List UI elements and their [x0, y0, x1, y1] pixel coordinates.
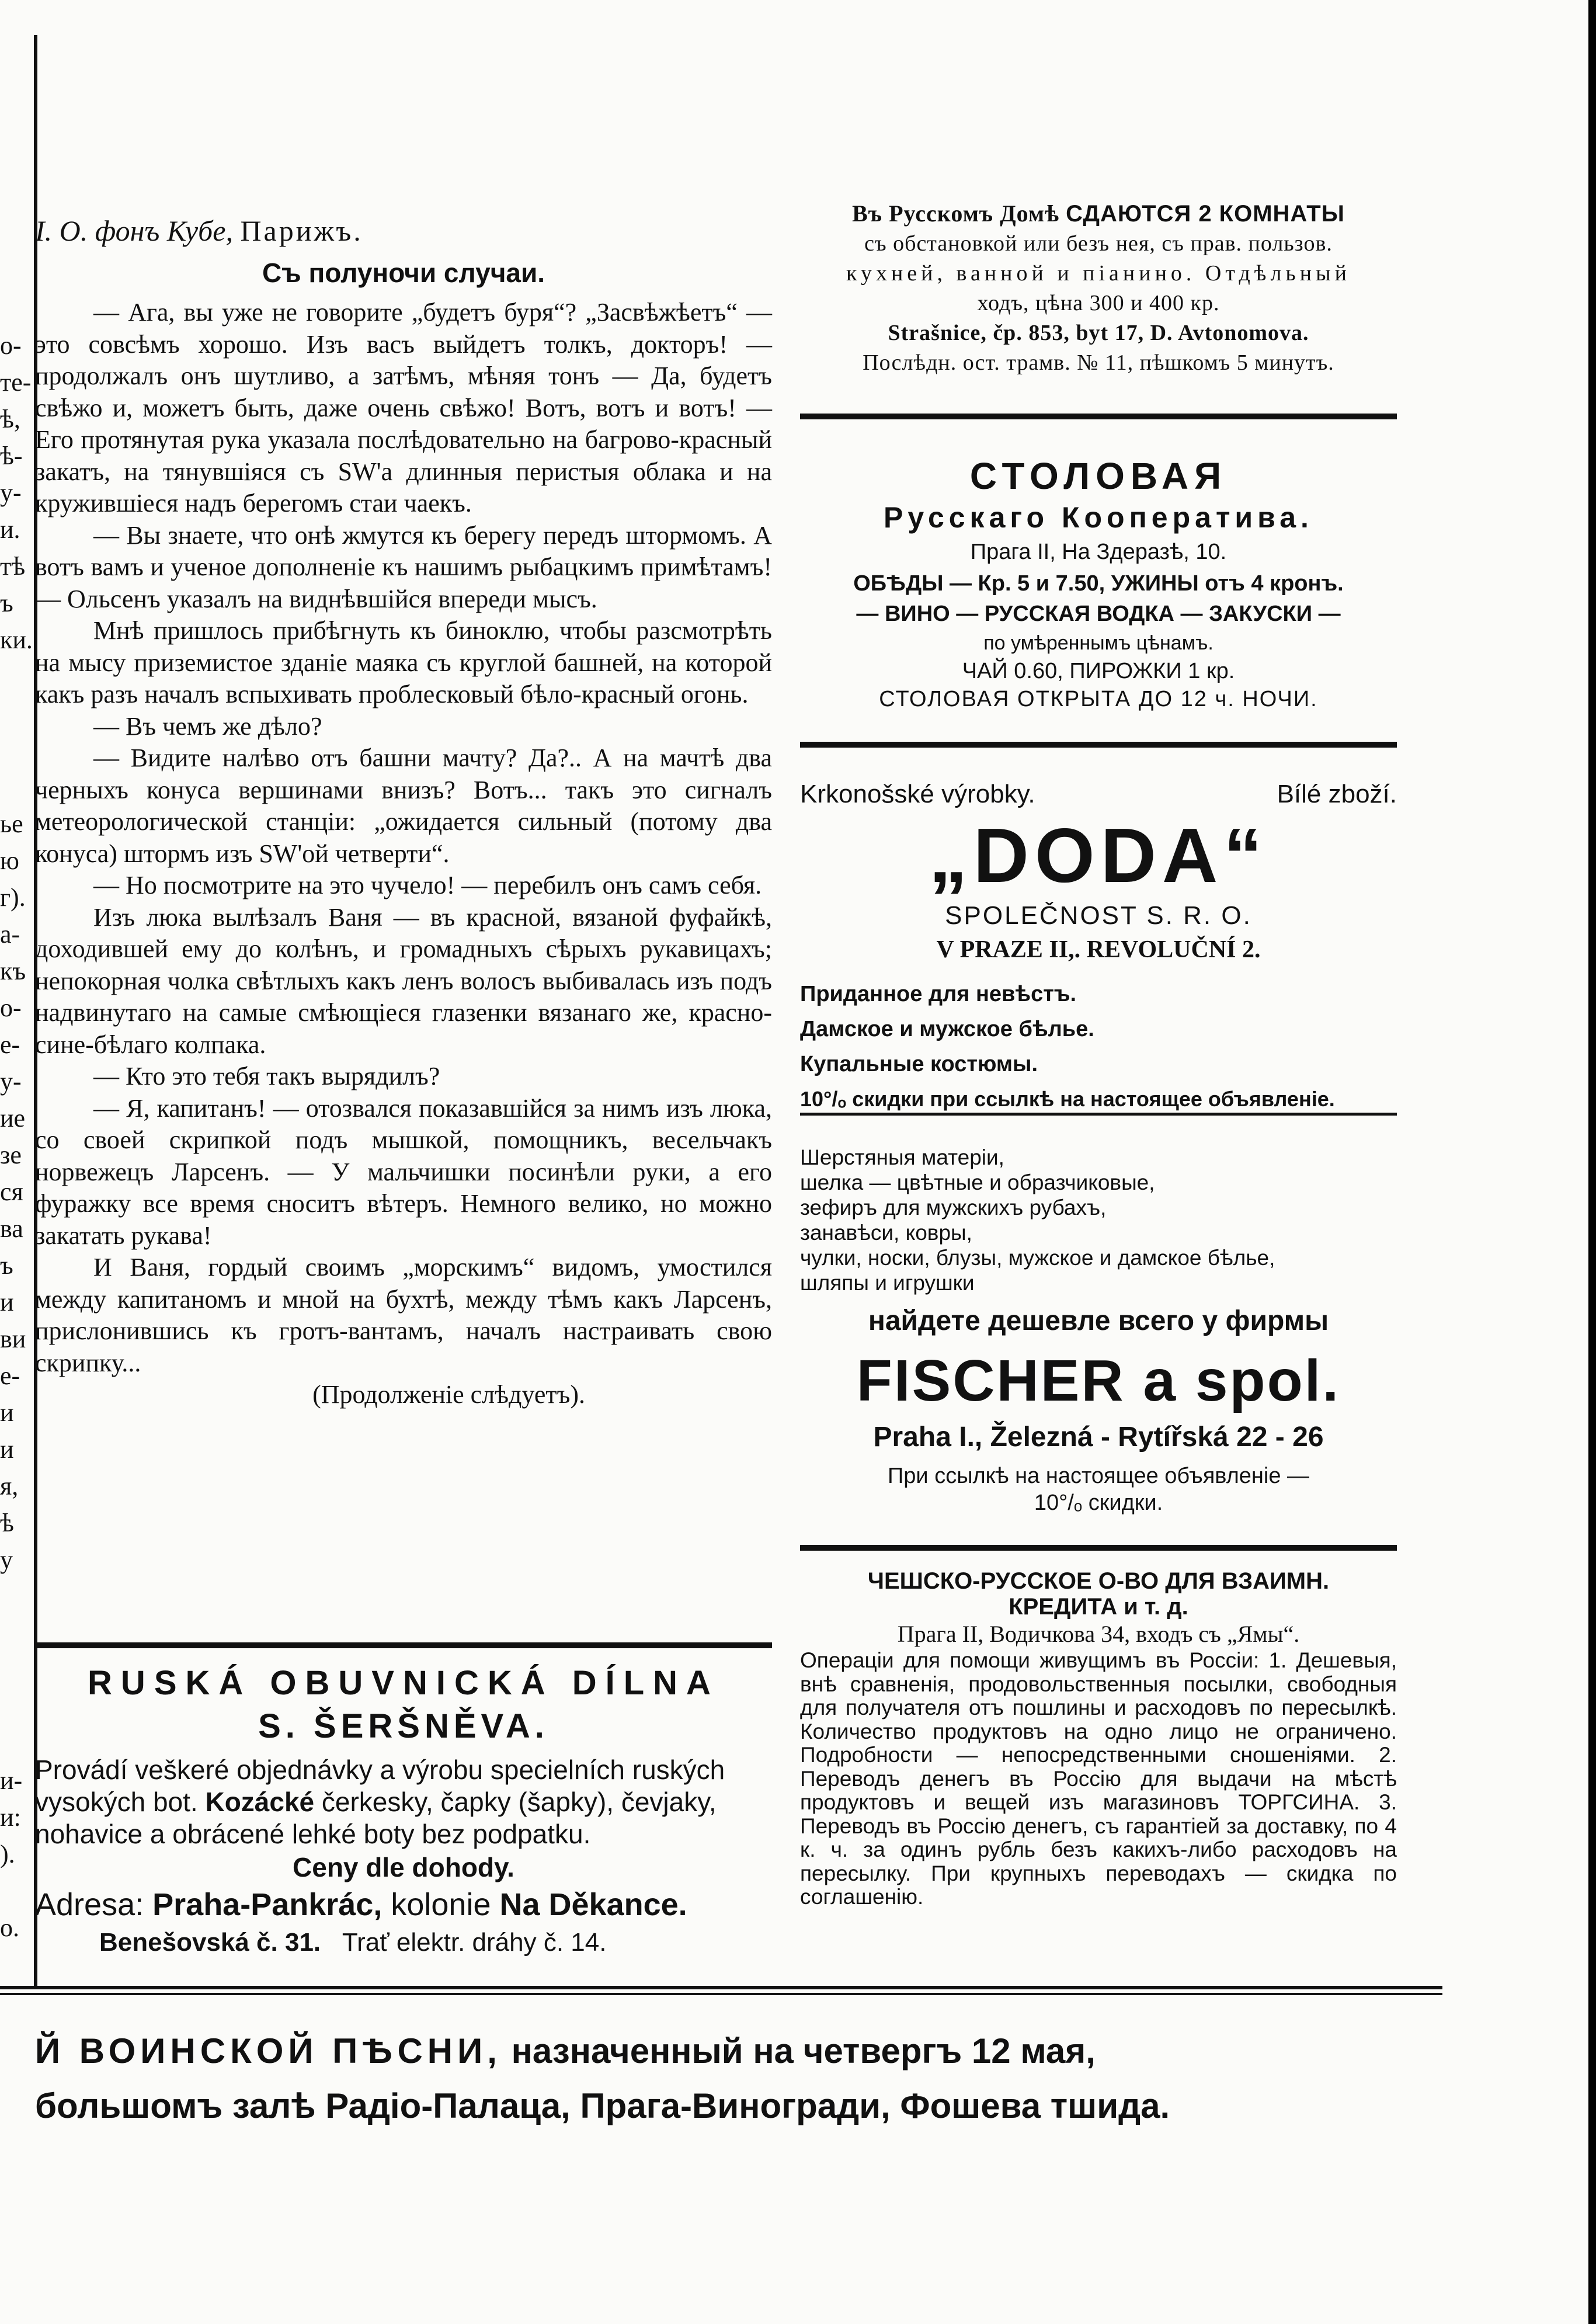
margin-fragment: и:	[0, 1803, 21, 1832]
story-paragraph: Мнѣ пришлось прибѣгнуть къ биноклю, чтобы разсмотрѣть на мысу приземистое зданіе маяка съ круглой башней, на которой какъ разъ началъ вспыхивать проблесковый бѣло-красный огонь.	[35, 616, 772, 708]
margin-fragment: о.	[0, 1913, 19, 1942]
canteen-divider	[800, 742, 1397, 748]
shoemaker-ad	[35, 1662, 772, 1960]
shoe-ad-place: Na Děkance.	[499, 1887, 687, 1922]
canteen-hours: СТОЛОВАЯ ОТКРЫТА ДО 12 ч. НОЧИ.	[879, 687, 1318, 711]
fischer-item: чулки, носки, блузы, мужское и дамское бѣлье,	[800, 1246, 1275, 1270]
margin-fragment: ѣ	[0, 1509, 14, 1537]
margin-fragment: ва	[0, 1214, 23, 1243]
rooms-divider	[800, 414, 1397, 419]
rooms-ad-line2: съ обстановкой или безъ нея, съ прав. пользов.	[864, 231, 1333, 256]
margin-fragment	[0, 1578, 39, 1615]
margin-fragment	[0, 658, 39, 695]
canteen-prices: по умѣреннымъ цѣнамъ.	[983, 632, 1213, 654]
margin-fragment: е-	[0, 1361, 20, 1390]
shoe-ad-owner: S. ŠERŠNĚVA.	[258, 1707, 549, 1745]
story-byline	[35, 211, 772, 250]
rooms-ad	[800, 199, 1397, 378]
shoe-ad-street-line	[35, 1925, 772, 1960]
shoe-ad-body	[35, 1754, 772, 1850]
margin-fragment	[0, 769, 39, 805]
margin-fragment: къ	[0, 957, 26, 985]
rooms-ad-line4: ходъ, цѣна 300 и 400 кр.	[977, 291, 1220, 315]
doda-discount: 10°/ₒ скидки при ссылкѣ на настоящее объявленіе.	[800, 1087, 1335, 1111]
margin-fragment: те-	[0, 368, 32, 397]
margin-fragment: у	[0, 1545, 13, 1574]
margin-fragment: ки.	[0, 626, 33, 654]
margin-fragment: ъ	[0, 1251, 13, 1280]
banner-rule-top-2	[0, 1993, 1442, 1995]
story-paragraph: — Въ чемъ же дѣло?	[93, 711, 322, 741]
shoe-ad-body-bold: Kozácké	[205, 1787, 315, 1817]
margin-fragment: и.	[0, 515, 20, 544]
fischer-item: занавѣси, ковры,	[800, 1221, 972, 1245]
canteen-drinks: — ВИНО — РУССКАЯ ВОДКА — ЗАКУСКИ —	[856, 602, 1341, 626]
fischer-note-2: 10°/ₒ скидки.	[1034, 1491, 1163, 1515]
margin-fragment: ье	[0, 810, 23, 838]
fischer-item: зефиръ для мужскихъ рубахъ,	[800, 1196, 1107, 1220]
margin-fragment: ся	[0, 1177, 23, 1206]
rooms-ad-line3: кухней, ванной и піанино. Отдѣльный	[846, 261, 1351, 286]
margin-fragment: ви	[0, 1325, 26, 1353]
margin-fragment: у-	[0, 478, 22, 507]
fischer-item: шелка — цвѣтные и образчиковые,	[800, 1170, 1155, 1194]
rooms-ad-headline	[800, 199, 1397, 229]
margin-fragment: и-	[0, 1766, 23, 1795]
rooms-ad-place: Въ Русскомъ Домѣ	[852, 200, 1060, 227]
rooms-ad-line6: Послѣдн. ост. трамв. № 11, пѣшкомъ 5 минутъ.	[863, 350, 1334, 375]
doda-ad	[800, 777, 1397, 1117]
margin-fragment: ъ	[0, 589, 13, 617]
canteen-address: Прага II, На Здеразѣ, 10.	[970, 540, 1227, 564]
margin-fragment: у-	[0, 1067, 22, 1096]
shoe-ad-colony: kolonie	[391, 1887, 491, 1922]
canteen-title: СТОЛОВАЯ	[969, 455, 1228, 497]
banner-line-2: большомъ залѣ Радіо-Палаца, Прага-Виногради, Фошева тшида.	[35, 2086, 1170, 2125]
shoe-ad-tram: Trať elektr. dráhy č. 14.	[342, 1928, 607, 1957]
shoe-ad-heading: RUSKÁ OBUVNICKÁ DÍLNA	[88, 1664, 719, 1702]
margin-fragment	[0, 1725, 39, 1762]
doda-item: Приданное для невѣстъ.	[800, 982, 1077, 1006]
fischer-cta: найдете дешевле всего у фирмы	[868, 1305, 1329, 1336]
shoe-ad-body-post: čerkesky, čapky (šapky), čevjaky, nohavice a obrácené lehké boty bez podpatku.	[35, 1787, 717, 1849]
margin-fragment	[0, 695, 39, 732]
credit-heading-1: ЧЕШСКО-РУССКОЕ О-ВО ДЛЯ ВЗАИМН.	[867, 1568, 1330, 1594]
margin-fragment: я,	[0, 1472, 19, 1500]
shoe-ad-body-pre: Provádí veškeré objednávky a výrobu specielních ruských vysokých bot.	[35, 1755, 725, 1817]
margin-fragment: о-	[0, 331, 22, 360]
margin-fragment: и	[0, 1398, 14, 1427]
fischer-items	[800, 1145, 1397, 1295]
story-paragraph: — Вы знаете, что онѣ жмутся къ берегу передъ штормомъ. А вотъ вамъ и ученое дополненіе къ нашимъ рыбацкимъ примѣтамъ! — Ольсенъ указалъ на виднѣвшійся впереди мысъ.	[35, 520, 772, 613]
doda-right-tag: Bílé zboží.	[1277, 780, 1397, 808]
story-paragraph: — Видите налѣво отъ башни мачту? Да?.. А на мачтѣ два черныхъ конуса вершинами внизъ? Вотъ... такъ это сигналъ метеорологической станціи: „ожидается сильный (потому два конуса) штормъ изъ SW'ой четверти“.	[35, 744, 772, 868]
story-paragraph: И Ваня, гордый своимъ „морскимъ“ видомъ, умостился между капитаномъ и мной на бухтѣ, между тѣмъ какъ Ларсенъ, прислонившись къ гротъ-вантамъ, началъ настраивать свою скрипку...	[35, 1253, 772, 1377]
margin-fragment: тѣ	[0, 552, 26, 581]
story-title: Съ полуночи случаи.	[262, 258, 545, 288]
story-ad-divider	[35, 1642, 772, 1648]
shoe-ad-address	[35, 1884, 772, 1925]
doda-item: Купальные костюмы.	[800, 1052, 1038, 1076]
margin-fragment: ие	[0, 1104, 26, 1133]
shoe-ad-city: Praha-Pankrác,	[152, 1887, 383, 1922]
banner-rule-top	[0, 1986, 1442, 1989]
story-paragraph: — Но посмотрите на это чучело! — перебилъ онъ самъ себя.	[93, 871, 762, 899]
story-continued: (Продолженіе слѣдуетъ).	[312, 1380, 585, 1409]
margin-fragment: и	[0, 1435, 14, 1464]
margin-fragment: г).	[0, 883, 26, 912]
margin-fragment: ю	[0, 846, 19, 875]
doda-left-tag: Krkonošské výrobky.	[800, 780, 1035, 808]
doda-item: Дамское и мужское бѣлье.	[800, 1017, 1094, 1041]
canteen-tea: ЧАЙ 0.60, ПИРОЖКИ 1 кр.	[962, 659, 1235, 683]
margin-fragment: е-	[0, 1030, 20, 1059]
story-author: I. О. фонъ Кубе,	[35, 214, 233, 247]
credit-body: Операціи для помощи живущимъ въ Россіи: 1. Дешевыя, внѣ сравненія, продовольственныя посылки, свободныя для получателя отъ пошлины и расходовъ по пересылкѣ. Количество продуктовъ на одно лицо не ограничено. Подробности — непосредственными сношеніями. 2. Переводъ денегъ въ Россію для выдачи на мѣстѣ продуктовъ и вещей изъ магазиновъ ТОРГСИНА. 3. Переводъ въ Россію денегъ, съ гарантіей за доставку, по 4 к. ч. за одинъ рубль безъ какихъ-либо расходовъ на пересылку. При крупныхъ переводахъ — скидка по соглашенію.	[800, 1648, 1397, 1909]
doda-company: SPOLEČNOST S. R. O.	[945, 901, 1252, 930]
story-place: Парижъ.	[240, 214, 363, 247]
banner-line-1	[35, 2024, 1565, 2079]
credit-ad	[800, 1568, 1397, 1909]
fischer-note-1: При ссылкѣ на настоящее объявленіе —	[887, 1464, 1310, 1488]
canteen-meals: ОБѢДЫ — Кр. 5 и 7.50, УЖИНЫ отъ 4 кронъ.	[853, 571, 1344, 596]
story-paragraph: — Кто это тебя такъ вырядилъ?	[93, 1062, 440, 1090]
shoe-ad-address-label: Adresa:	[35, 1887, 144, 1922]
canteen-subtitle: Русскаго Кооператива.	[884, 501, 1313, 534]
doda-divider	[800, 1113, 1397, 1116]
doda-items	[800, 977, 1397, 1082]
shoe-ad-prices: Ceny dle dohody.	[293, 1852, 514, 1882]
fischer-address: Praha I., Železná - Rytířská 22 - 26	[873, 1422, 1324, 1453]
margin-fragment: ).	[0, 1840, 15, 1868]
previous-page-margin-fragments	[0, 327, 39, 1946]
story-column	[35, 211, 772, 1411]
shoe-ad-street: Benešovská č. 31.	[99, 1928, 321, 1957]
doda-name: „DODA“	[929, 812, 1268, 898]
story-paragraph: Изъ люка вылѣзалъ Ваня — въ красной, вязаной фуфайкѣ, доходившей ему до колѣнъ, и громадныхъ сѣрыхъ рукавицахъ; непокорная чолка свѣтлыхъ какъ ленъ волосъ выбивалась изъ подъ надвинутаго на самые смѣющіеся глазенки вязанаго же, красно-сине-бѣлаго колпака.	[35, 902, 772, 1059]
margin-fragment	[0, 1873, 39, 1909]
fischer-divider	[800, 1545, 1397, 1551]
margin-fragment: ѣ-	[0, 442, 23, 470]
margin-fragment	[0, 1615, 39, 1652]
story-paragraph: — Ага, вы уже не говорите „будетъ буря“? „Засвѣжѣетъ“ — это совсѣмъ хорошо. Изъ васъ выйдетъ толкъ, докторъ! — продолжалъ онъ шутливо, а затѣмъ, мѣняя тонъ — Да, будетъ свѣжо и, можетъ быть, даже очень свѣжо! Вотъ, вотъ и вотъ! — Его протянутая рука указала послѣдовательно на багрово-красный закатъ, на тянувшіяся съ SW'а длинныя перистыя облака и на кружившiеся надъ берегомъ стаи чаекъ.	[35, 298, 772, 517]
margin-fragment	[0, 1689, 39, 1725]
margin-fragment: зе	[0, 1141, 22, 1169]
rooms-ad-offer: СДАЮТСЯ 2 КОМНАТЫ	[1066, 201, 1345, 227]
fischer-item: Шерстяныя матеріи,	[800, 1145, 1004, 1169]
credit-address: Прага II, Водичкова 34, входъ съ „Ямы“.	[897, 1621, 1300, 1647]
doda-tags	[800, 777, 1397, 812]
fischer-name: FISCHER a spol.	[856, 1348, 1341, 1413]
rooms-ad-line5: Strašnice, čp. 853, byt 17, D. Avtonomova.	[888, 321, 1309, 345]
banner-line-1b: назначенный на четвергъ 12 мая,	[511, 2031, 1096, 2071]
fischer-item: шляпы и игрушки	[800, 1271, 975, 1295]
fischer-ad	[800, 1145, 1397, 1516]
doda-address: V PRAZE II,. REVOLUČNÍ 2.	[936, 936, 1261, 963]
canteen-ad	[800, 453, 1397, 713]
margin-fragment: ѣ,	[0, 405, 20, 433]
margin-fragment: а-	[0, 920, 20, 949]
margin-fragment	[0, 1652, 39, 1689]
margin-fragment	[0, 732, 39, 769]
margin-fragment: о-	[0, 993, 22, 1022]
banner-line-1a: Й ВОИНСКОЙ ПѢСНИ,	[35, 2031, 502, 2071]
margin-fragment: и	[0, 1288, 14, 1316]
story-body	[35, 297, 772, 1379]
story-paragraph: — Я, капитанъ! — отозвался показавшійся за нимъ изъ люка, со своей скрипкой подъ мышкой, помощникъ, весельчакъ норвежецъ Ларсенъ. — У мальчишки посинѣли руки, а его фуражку все время сноситъ вѣтеръ. Немного велико, но можно закатать рукава!	[35, 1093, 772, 1250]
bottom-banner	[35, 2024, 1565, 2134]
credit-heading-2: КРЕДИТА и т. д.	[1009, 1594, 1188, 1620]
